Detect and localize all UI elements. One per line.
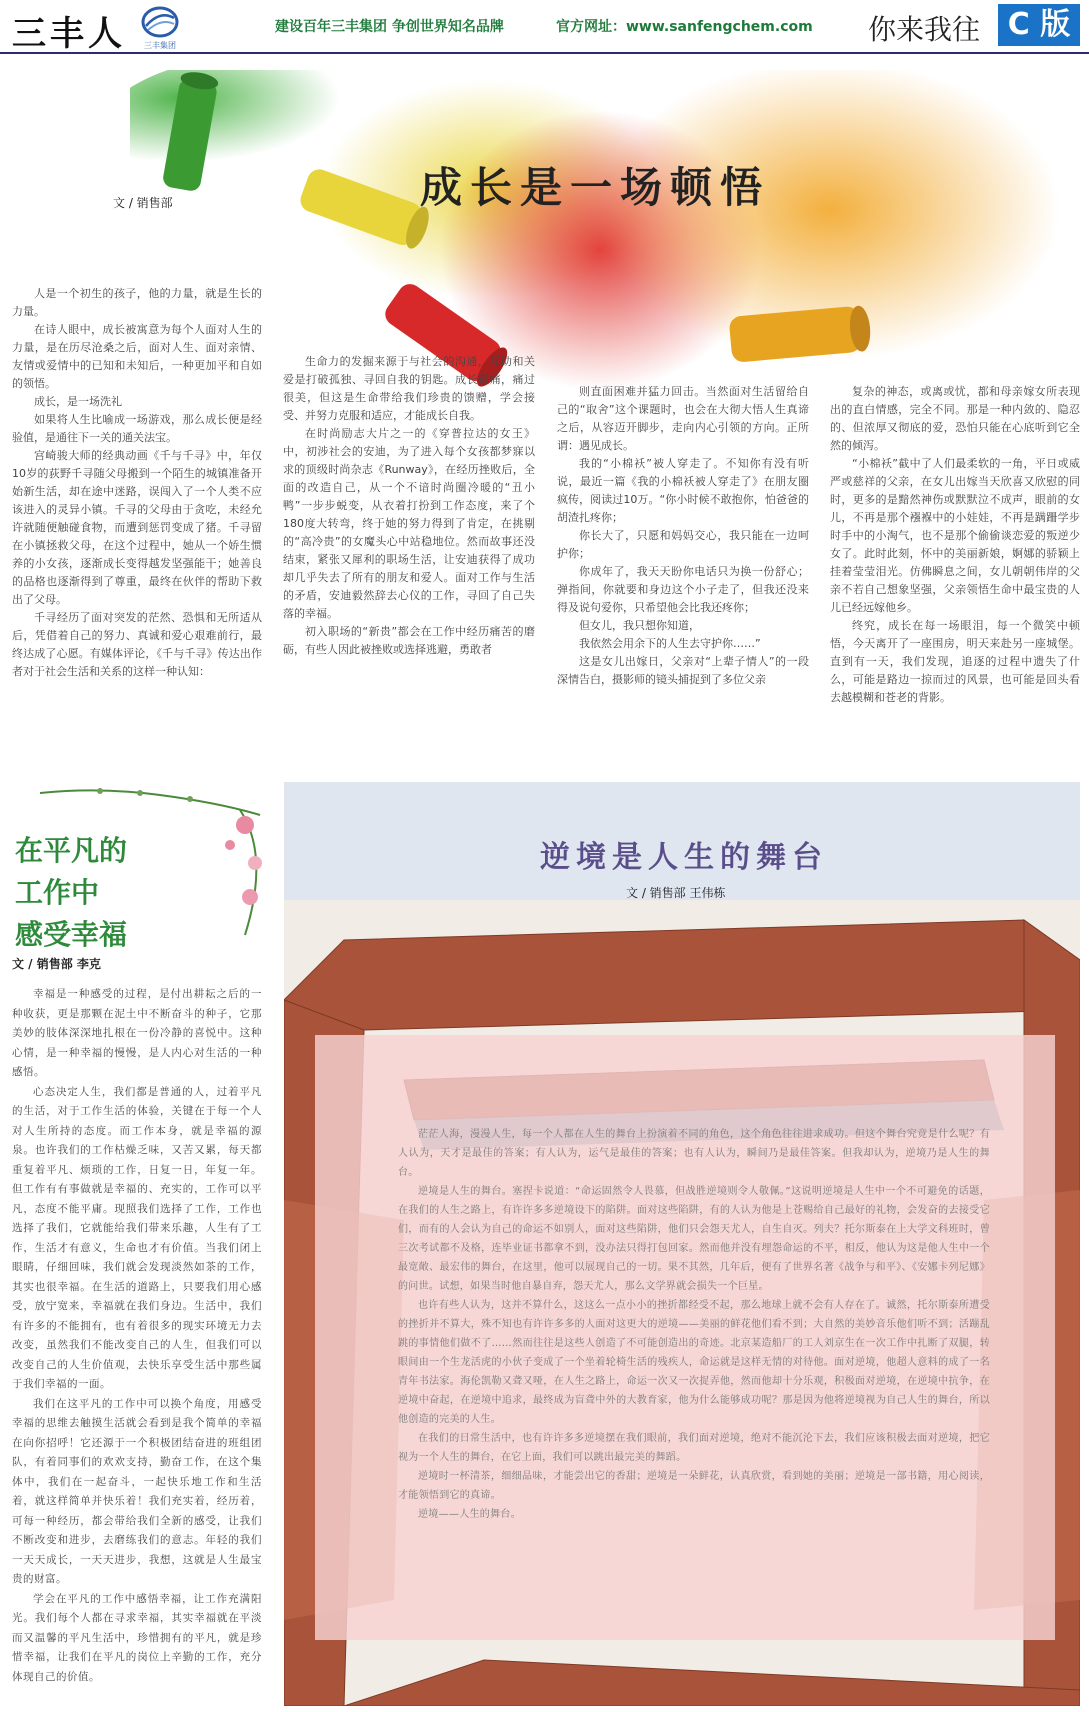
article1-title: 成长是一场顿悟 — [420, 163, 771, 212]
article2-body: 幸福是一种感受的过程，是付出耕耘之后的一种收获，更是那颗在泥土中不断奋斗的种子，它那美妙的肢体深深地扎根在一份冷静的喜悦中。这种心情，是一种幸福的慢慢，是人内心对生活的一种感悟。 心态决定人生，我们都是普通的人，过着平凡的生活，对于工作生活的体验，关键在于每一个人对人生所持的态度。而工作本身，就是幸福的源泉。也许我们的工作枯燥乏味，又苦又累，每天都重复着平凡、烦琐的工作，日复一日，年复一年。但工作有有事做就是幸福的、充实的，工作可以平凡，态度不能平庸。现照我们选择了工作，工作也选择了我们，它就能给我们带来乐趣，人生有了工作，生活才有意义，生命也才有价值。当我们闭上眼睛，仔细回味，我们就会发现淡然如茶的工作，其实也很幸福。在生活的道路上，只要我们用心感受，放宁宽来，幸福就在我们身边。生活中，我们有许多的不能拥有，也有着很多的现实环境无力去改变，虽然我们不能改变自己的人生，但我们可以改变自己的人生价值观，去快乐享受生活中那些属于我们幸福的一面。 我们在这平凡的工作中可以换个角度，用感受幸福的思维去触摸生活就会看到是我个简单的幸福在向你招呼！它还源于一个积极团结奋进的班组团队，有着同事们的欢欢支持，勤奋工作，在这个集体中，我们在一起奋斗，一起快乐地工作和生活着，就这样简单并快乐着！我们充实着，经历着，可每一种经历，都会带给我们全新的感受，让我们不断改变和进步，去磨练我们的意志。年轻的我们一天天成长，一天天进步，我想，这就是人生最宝贵的财富。 学会在平凡的工作中感悟幸福，让工作充满阳光。我们每个人都在寻求幸福，其实幸福就在平淡而又温馨的平凡生活中，珍惜拥有的平凡，就是珍惜幸福，让我们在平凡的岗位上辛勤的工作，充分体现自己的价值。 — [12, 988, 262, 1683]
logo-text: 三丰集团 — [144, 41, 176, 50]
masthead: 三丰人 — [12, 14, 126, 54]
article1-column-3: 则直面困难并猛力回击。当然面对生活留给自己的“取舍”这个课题时，也会在大彻大悟人生真谛之后，从容迈开脚步，走向内心引领的方向。正所谓：遇见成长。 我的“小棉袄”被人穿走了。不知你有没有听说，最近一篇《我的小棉袄被人穿走了》在朋友圈疯传，阅读过10万。“你小时候不敢抱你，怕爸爸的胡渣扎疼你； 你长大了，只愿和妈妈交心，我只能在一边呵护你； 你成年了，我天天盼你电话只为换一份舒心；弹指间，你就要和身边这个小子走了，但我还没来得及说句爱你，只希望他会比我还疼你； 但女儿，我只想你知道， 我依然会用余下的人生去守护你……” 这是女儿出嫁日，父亲对“上辈子情人”的一段深情告白，摄影师的镜头捕捉到了多位父亲 — [557, 385, 809, 686]
header-slogan: 建设百年三丰集团 争创世界知名品牌 — [275, 19, 504, 35]
article3-author: 文 / 销售部 王伟栋 — [626, 886, 726, 900]
sanfeng-logo-icon — [140, 6, 180, 50]
article1-column-4: 复杂的神态，或离或忧，都和母亲嫁女所表现出的直白情感，完全不同。那是一种内敛的、隐忍的、但浓厚又彻底的爱，恐怕只能在心底听到它全然的倾泻。 “小棉袄”截中了人们最柔软的一角，平日或威严或慈祥的父亲，在女儿出嫁当天欣喜又欣慰的同时，更多的是黯然神伤或默默泣不成声，眼前的女儿，不再是那个襁褓中的小娃娃，不再是蹒跚学步时手中的小淘气，也不是那个偷偷谈恋爱的叛逆少女了。此时此刻，怀中的美丽新娘，婀娜的骄颖上挂着莹莹泪光。仿佛瞬息之间，女儿朝朝伟岸的父亲不若自己想象坚强，父亲领悟生命中最宝贵的人儿已经远嫁他乡。 终究，成长在每一场眼泪，每一个微笑中顿悟，今天离开了一座围房，明天来赴另一座城堡。直到有一天，我们发现，追逐的过程中遗失了什么，可能是路边一掠而过的风景，也可能是回头看去越模糊和苍老的背影。 — [830, 385, 1080, 704]
article3-title: 逆境是人生的舞台 — [540, 840, 828, 875]
article2-author: 文 / 销售部 李克 — [12, 957, 101, 971]
edition-badge: C 版 — [998, 4, 1080, 46]
article1-column-2: 生命力的发掘来源于与社会的沟通，互助和关爱是打破孤独、寻回自我的钥匙。成长很痛，痛过很美，但这是生命带给我们珍贵的馈赠，学会接受、并努力克服和适应，才能成长自我。 在时尚励志大片之一的《穿普拉达的女王》中，初涉社会的安迪，为了进入每个女孩都梦寐以求的顶级时尚杂志《Runway》，在经历挫败后，全面的改造自己，从一个不谙时尚圈冷暖的“丑小鸭”一步步蜕变，从衣着打扮到工作态度，来了个180度大转弯，终于她的努力得到了肯定，在挑剔的“高冷贵”的女魔头心中站稳地位。然而故事还没结束，紧张又犀利的职场生活，让安迪获得了成功却几乎失去了所有的朋友和爱人。面对工作与生活的矛盾，安迪毅然辞去心仪的工作，寻回了自己失落的幸福。 初入职场的“新贵”都会在工作中经历痛苦的磨砺，有些人因此被挫败或选择逃避，勇敢者 — [283, 355, 535, 656]
chalk-splash-illustration — [130, 70, 1080, 400]
header-website: 官方网址：www.sanfengchem.com — [556, 19, 813, 35]
article1-column-1: 人是一个初生的孩子，他的力量，就是生长的力量。 在诗人眼中，成长被寓意为每个人面对人生的力量，是在历尽沧桑之后，面对人生、面对亲情、友情或爱情中的已知和未知后，一种更加平和自如的领悟。 成长，是一场洗礼 如果将人生比喻成一场游戏，那么成长便是经验值，是通往下一关的通关法宝。 宫崎骏大师的经典动画《千与千寻》中，年仅10岁的荻野千寻随父母搬到一个陌生的城镇准备开始新生活，却在途中迷路，误闯入了一个人类不应该进入的灵异小镇。千寻的父母由于贪吃，未经允许就随便触碰食物，而遭到惩罚变成了猪。千寻留在小镇拯救父母，在这个过程中，她从一个娇生惯养的小女孩，逐渐成长变得越发坚强能干；她善良的品格也逐渐得到了尊重，最终在伙伴的帮助下救出了父母。 千寻经历了面对突发的茫然、恐惧和无所适从后，凭借着自己的努力、真诚和爱心艰难前行，最终达成了心愿。有媒体评论，《千与千寻》传达出作者对于社会生活和关系的这样一种认知： — [12, 287, 262, 678]
article1-author: 文 / 销售部 — [113, 196, 173, 210]
article3-body: 茫茫人海，漫漫人生，每一个人都在人生的舞台上扮演着不同的角色，这个角色往往进求成功。但这个舞台究竟是什么呢？有人认为，天才是最佳的答案；有人认为，运气是最佳的答案；也有人认为，瞬间乃是最佳答案。但我却认为，逆境乃是人生的舞台。 逆境是人生的舞台。塞捏卡说道：“命运固然令人畏慕，但战胜逆境则令人敬佩。”这说明逆境是人生中一个不可避免的话题，在我们的人生之路上，有许许多多逆境设下的陷阱。面对这些陷阱，有的人认为他是上苍赐给自己最好的礼物，会发奋的去接受它们，而有的人会认为自己的命运不如别人，面对这些陷阱，他们只会怨天尤人，自生自灭。列夫？托尔斯泰在上大学文科班时，曾三次考试都不及格，连毕业证书都拿不到，没办法只得打包回家。然而他并没有埋怨命运的不平，相反，他认为这是他人生中一个最宽敞、最宏伟的舞台，在这里，他可以展现自己的一切。果不其然，几年后，便有了世界名著《战争与和平》、《安娜卡列尼娜》的问世。试想，如果当时他自暴自弃，怨天尤人，那么文学界就会损失一个巨星。 也许有些人认为，这并不算什么，这这么一点小小的挫折都经受不起，那么地球上就不会有人存在了。诚然，托尔斯泰所遭受的挫折并不算大，殊不知也有许许多多的人面对这更大的逆境——美丽的鲜花他们看不到；大自然的美妙音乐他们听不到；活蹦乱跳的事情他们做不了……然而往往是这些人创造了不可能创造出的奇迹。北京某造船厂的工人刘京生在一次工作中扎断了双腿，转眼间由一个生龙活虎的小伙子变成了一个坐着轮椅生活的残疾人，命运就是这样无情的对待他。面对逆境，他超人意料的成了一名青年书法家。海伦凯勒又聋又哑，在人生之路上，命运一次又一次捉弄他，然而他却十分乐观，积极面对逆境，在逆境中抗争，在逆境中奋起，在逆境中追求，最终成为盲聋中外的大教育家，他为什么能够成功呢？那是因为他将逆境视为自己人生的舞台，所以他创造的完美的人生。 在我们的日常生活中，也有许许多多逆境摆在我们眼前，我们面对逆境，绝对不能沉沦下去，我们应该积极去面对逆境，把它视为一个人生的舞台，在它上面，我们可以跳出最完美的舞蹈。 逆境时一杯清茶，细细品味，才能尝出它的香甜；逆境是一朵鲜花，认真欣赏，看到她的美丽；逆境是一部书籍，用心阅读，才能领悟到它的真谛。 逆境——人生的舞台。 — [398, 1129, 990, 1520]
section-name: 你来我往 — [868, 13, 981, 46]
article2-title: 在平凡的 工作中 感受幸福 — [15, 834, 128, 951]
